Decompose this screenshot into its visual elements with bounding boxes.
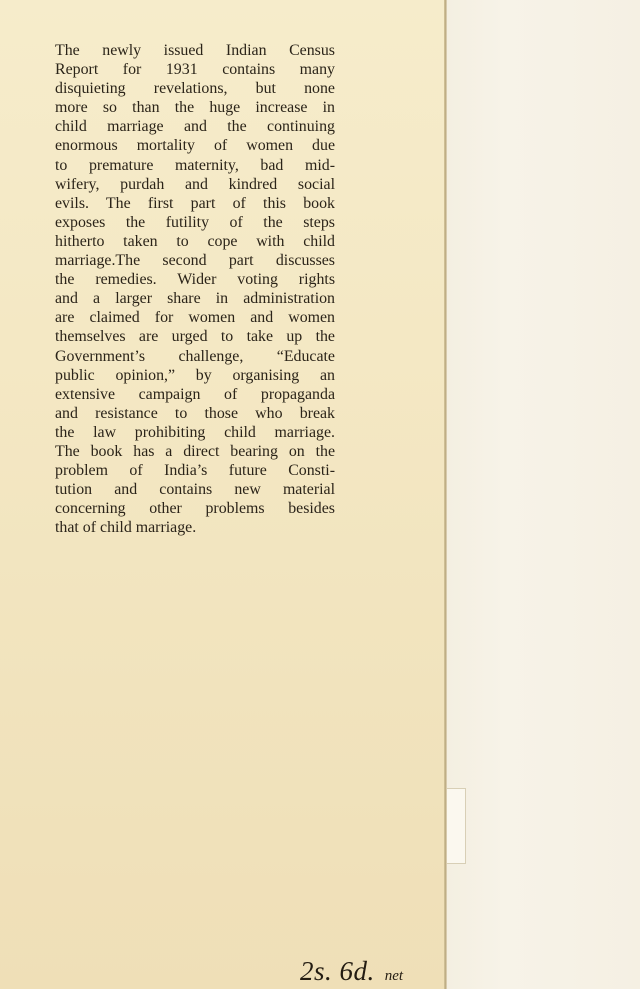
blurb-line: the remedies. Wider voting rights [55,271,335,289]
blurb-line: tution and contains new material [55,481,335,499]
blurb-line: extensive campaign of propaganda [55,385,335,403]
blurb-line: problem of India’s future Consti- [55,462,335,480]
blurb-line: child marriage and the continuing [55,118,335,136]
blurb-line: to premature maternity, bad mid- [55,156,335,174]
blurb-line: Report for 1931 contains many [55,61,335,79]
blurb-line: themselves are urged to take up the [55,328,335,346]
blurb-line: more so than the huge increase in [55,99,335,117]
blurb-line: public opinion,” by organising an [55,366,335,384]
blurb-line: wifery, purdah and kindred social [55,175,335,193]
blurb-line: evils. The first part of this book [55,194,335,212]
blurb-line: Government’s challenge, “Educate [55,347,335,365]
tape-tab [447,788,466,864]
endpaper [447,0,640,989]
blurb-line: that of child marriage. [55,519,197,537]
blurb-line: The book has a direct bearing on the [55,442,335,460]
blurb-line: marriage.The second part discusses [55,252,335,270]
blurb-line: are claimed for women and women [55,309,335,327]
blurb-line: the law prohibiting child marriage. [55,423,335,441]
blurb-line: exposes the futility of the steps [55,213,335,231]
blurb-text [55,41,335,537]
blurb-line: and resistance to those who break [55,404,335,422]
blurb-line: and a larger share in administration [55,290,335,308]
blurb-line: disquieting revelations, but none [55,80,335,98]
price-amount: 2s. 6d. [300,956,375,986]
blurb-line: The newly issued Indian Census [55,42,335,59]
price-net: net [384,968,404,984]
blurb-line: hitherto taken to cope with child [55,232,335,250]
blurb-line: enormous mortality of women due [55,137,335,155]
price-label [300,956,403,987]
blurb-line: concerning other problems besides [55,500,335,518]
